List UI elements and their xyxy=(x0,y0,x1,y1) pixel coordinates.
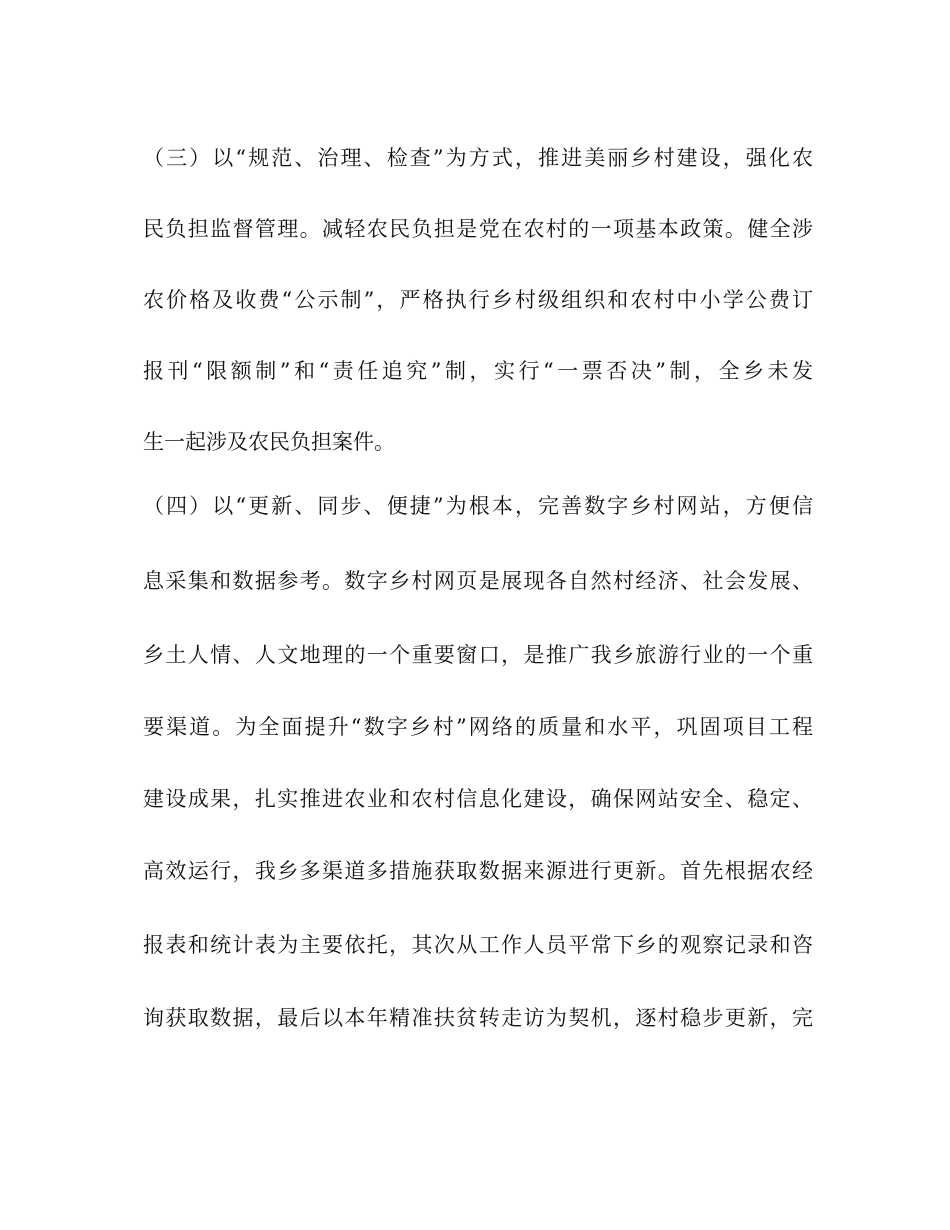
paragraph-3-line-3: 农价格及收费“公示制”，严格执行乡村级组织和农村中小学公费订 xyxy=(143,288,813,312)
paragraph-4-line-4: 要渠道。为全面提升“数字乡村”网络的质量和水平，巩固项目工程 xyxy=(143,715,813,739)
paragraph-4-line-6: 高效运行，我乡多渠道多措施获取数据来源进行更新。首先根据农经 xyxy=(143,859,813,883)
paragraph-4-line-7: 报表和统计表为主要依托，其次从工作人员平常下乡的观察记录和咨 xyxy=(143,933,813,957)
paragraph-3-line-2: 民负担监督管理。减轻农民负担是党在农村的一项基本政策。健全涉 xyxy=(143,217,813,241)
paragraph-3-line-5: 生一起涉及农民负担案件。 xyxy=(143,430,395,454)
paragraph-3-line-4: 报刊“限额制”和“责任追究”制，实行“一票否决”制，全乡未发 xyxy=(143,359,813,383)
paragraph-4-line-8: 询获取数据，最后以本年精准扶贫转走访为契机，逐村稳步更新，完 xyxy=(143,1006,813,1030)
paragraph-4-line-2: 息采集和数据参考。数字乡村网页是展现各自然村经济、社会发展、 xyxy=(143,569,813,593)
paragraph-4-line-1: （四）以“更新、同步、便捷”为根本，完善数字乡村网站，方便信 xyxy=(143,494,813,518)
paragraph-4-line-3: 乡土人情、人文地理的一个重要窗口，是推广我乡旅游行业的一个重 xyxy=(143,643,813,667)
paragraph-4-line-5: 建设成果，扎实推进农业和农村信息化建设，确保网站安全、稳定、 xyxy=(143,787,813,811)
paragraph-3-line-1: （三）以“规范、治理、检查”为方式，推进美丽乡村建设，强化农 xyxy=(143,146,813,170)
